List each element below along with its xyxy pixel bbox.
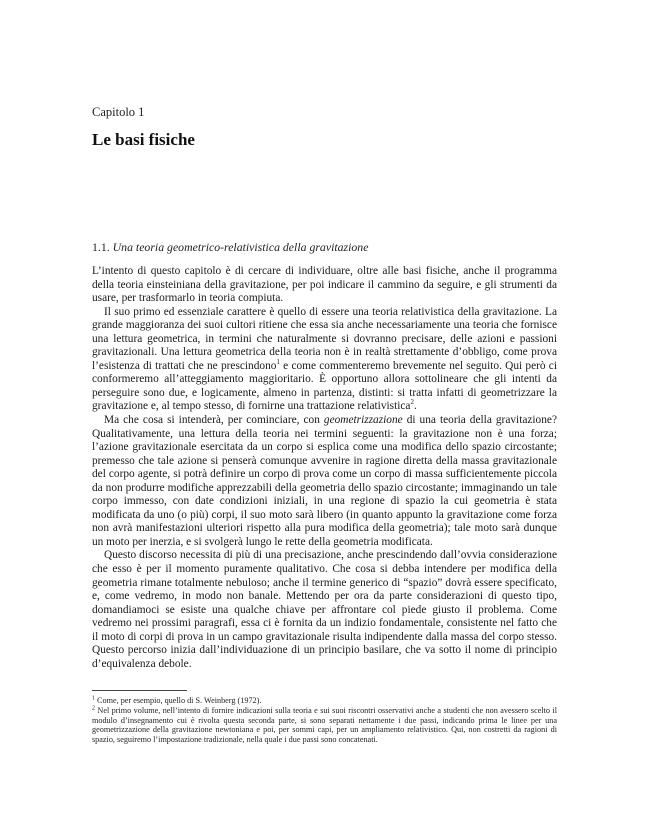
paragraph-2 — [92, 306, 557, 414]
paragraph-3 — [92, 414, 557, 549]
footnote-2-mark: 2 — [92, 705, 95, 712]
section-number: 1.1. — [92, 240, 110, 254]
paragraph-3-italic: geometrizzazione — [323, 414, 403, 427]
footnote-ref-1: 1 — [276, 358, 280, 367]
footnote-1-text: Come, per esempio, quello di S. Weinberg (1972). — [95, 696, 262, 705]
paragraph-2-part-b: e come commenteremo brevemente nel seguito. Qui però ci conformeremo all’atteggiamento maggioritario. È opportuno allora sottolineare che gli intenti da perseguire sono due, e logicamente, almeno in partenza, distinti: si tratta infatti di geometrizzare la gravitazione e, al tempo stesso, di fornirne una trattazione relativistica — [92, 359, 557, 413]
paragraph-1: L’intento di questo capitolo è di cercare di individuare, oltre alle basi fisiche, anche il programma della teoria einsteiniana della gravitazione, per poi indicare il cammino da seguire, e gli strumenti da usare, per trasformarlo in teoria compiuta. — [92, 265, 557, 305]
footnote-rule — [92, 690, 187, 691]
body-text — [92, 265, 557, 671]
footnote-2-text: Nel primo volume, nell’intento di fornire indicazioni sulla teoria e sui suoi riscontri osservativi anche a studenti che non avessero scelto il modulo d’insegnamento cui è rivolta questa seconda parte, si sono separati nettamente i due passi, indicando prima le linee per una geometrizzazione della gravitazione newtoniana e poi, per sommi capi, per un ampliamento relativistico. Qui, non costretti da ragioni di spazio, seguiremo l’impostazione tradizionale, nella quale i due passi sono concatenati. — [92, 705, 557, 745]
paragraph-3-part-a: Ma che cosa si intenderà, per cominciare, con — [104, 414, 324, 427]
section-title: Una teoria geometrico-relativistica della gravitazione — [112, 240, 369, 254]
footnote-1 — [92, 696, 557, 706]
section-heading — [92, 240, 368, 255]
chapter-label: Capitolo 1 — [92, 105, 145, 119]
paragraph-2-part-a: Il suo primo ed essenziale carattere è quello di essere una teoria relativistica della gravitazione. La grande maggioranza dei suoi cultori ritiene che essa sia anche necessariamente una teoria che fornisce una lettura geometrica, in termini che naturalmente si dovranno precisare, delle azioni e passioni gravitazionali. Una lettura geometrica della teoria non è in realtà strettamente d’obbligo, come prova l’esistenza di trattati che ne prescindono — [92, 305, 557, 372]
footnote-1-mark: 1 — [92, 695, 95, 702]
chapter-title: Le basi fisiche — [92, 130, 195, 149]
paragraph-2-part-c: . — [413, 400, 417, 413]
footnotes — [92, 696, 557, 745]
paragraph-4: Questo discorso necessita di più di una precisazione, anche prescindendo dall’ovvia considerazione che esso è per il momento puramente qualitativo. Che cosa si debba intendere per modifica della geometria rimane totalmente nebuloso; anche il termine generico di “spazio” dovrà essere specificato, e, come vedremo, in modo non banale. Mettendo per ora da parte considerazioni di questo tipo, domandiamoci se esiste una qualche chiave per affrontare col piede giusto il problema. Come vedremo nei prossimi paragrafi, essa ci è fornita da un indizio fondamentale, consistente nel fatto che il moto di corpi di prova in un campo gravitazionale risulta indipendente dalla massa del corpo stesso. Questo percorso inizia dall’individuazione di un principio basilare, che va sotto il nome di principio d’equivalenza debole. — [92, 549, 557, 670]
footnote-2 — [92, 706, 557, 745]
footnote-ref-2: 2 — [410, 398, 414, 407]
paragraph-3-part-b: di una teoria della gravitazione? Qualitativamente, una lettura della teoria nei termini seguenti: la gravitazione non è una forza; l’azione gravitazionale esercitata da un corpo si esplica come una modifica dello spazio circostante; premesso che tale azione si penserà comunque avvenire in ragione diretta della massa gravitazionale del corpo agente, si potrà definire un corpo di prova come un corpo di massa sufficientemente piccola da non produrre modifiche apprezzabili della geometria dello spazio circostante; immaginando un tale corpo immesso, con date condizioni iniziali, in una regione di spazio la cui geometria è stata modificata da uno (o più) corpi, il suo moto sarà libero (in quanto appunto la gravitazione come forza non avrà manifestazioni ulteriori rispetto alla pura modifica della geometria); tale moto sarà dunque un moto per inerzia, e si svolgerà lungo le rette della geometria modificata. — [92, 414, 557, 548]
